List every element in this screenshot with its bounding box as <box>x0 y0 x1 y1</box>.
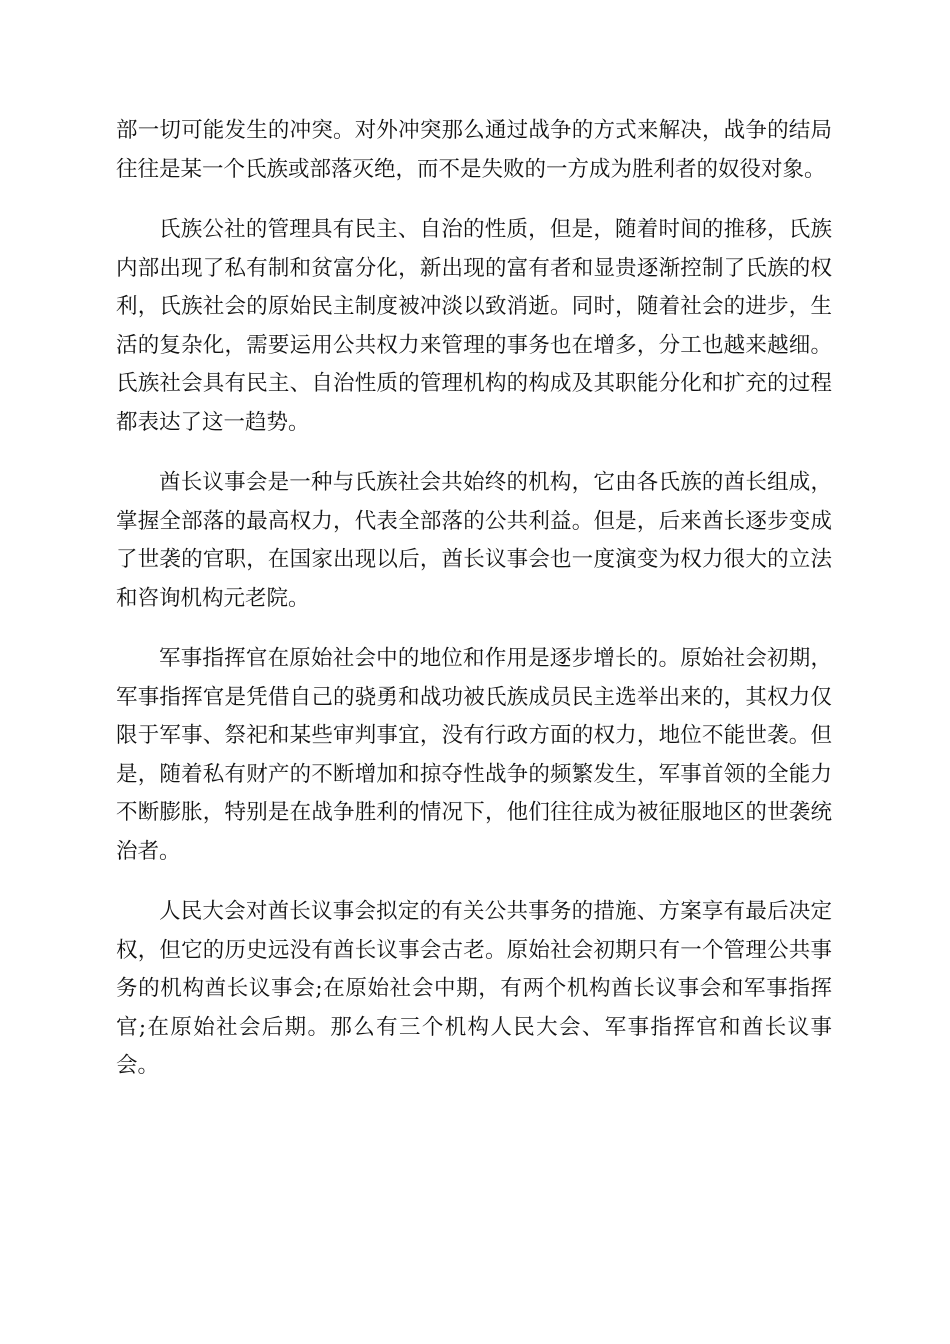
paragraph-1: 部一切可能发生的冲突。对外冲突那么通过战争的方式来解决，战争的结局往往是某一个氏族或部落灭绝，而不是失败的一方成为胜利者的奴役对象。 <box>116 118 832 182</box>
paragraph-5: 人民大会对酋长议事会拟定的有关公共事务的措施、方案享有最后决定权，但它的历史远没有酋长议事会古老。原始社会初期只有一个管理公共事务的机构酋长议事会;在原始社会中期，有两个机构酋长议事会和军事指挥官;在原始社会后期。那么有三个机构人民大会、军事指挥官和酋长议事会。 <box>116 899 832 1078</box>
paragraph-2: 氏族公社的管理具有民主、自治的性质，但是，随着时间的推移，氏族内部出现了私有制和贫富分化，新出现的富有者和显贵逐渐控制了氏族的权利，氏族社会的原始民主制度被冲淡以致消逝。同时，随着社会的进步，生活的复杂化，需要运用公共权力来管理的事务也在增多，分工也越来越细。氏族社会具有民主、自治性质的管理机构的构成及其职能分化和扩充的过程都表达了这一趋势。 <box>116 217 832 435</box>
paragraph-4: 军事指挥官在原始社会中的地位和作用是逐步增长的。原始社会初期，军事指挥官是凭借自己的骁勇和战功被氏族成员民主选举出来的，其权力仅限于军事、祭祀和某些审判事宜，没有行政方面的权力，地位不能世袭。但是，随着私有财产的不断增加和掠夺性战争的频繁发生，军事首领的全能力不断膨胀，特别是在战争胜利的情况下，他们往往成为被征服地区的世袭统治者。 <box>116 646 832 864</box>
document-body <box>116 112 832 1108</box>
paragraph-3: 酋长议事会是一种与氏族社会共始终的机构，它由各氏族的酋长组成，掌握全部落的最高权力，代表全部落的公共利益。但是，后来酋长逐步变成了世袭的官职，在国家出现以后，酋长议事会也一度演变为权力很大的立法和咨询机构元老院。 <box>116 470 832 611</box>
